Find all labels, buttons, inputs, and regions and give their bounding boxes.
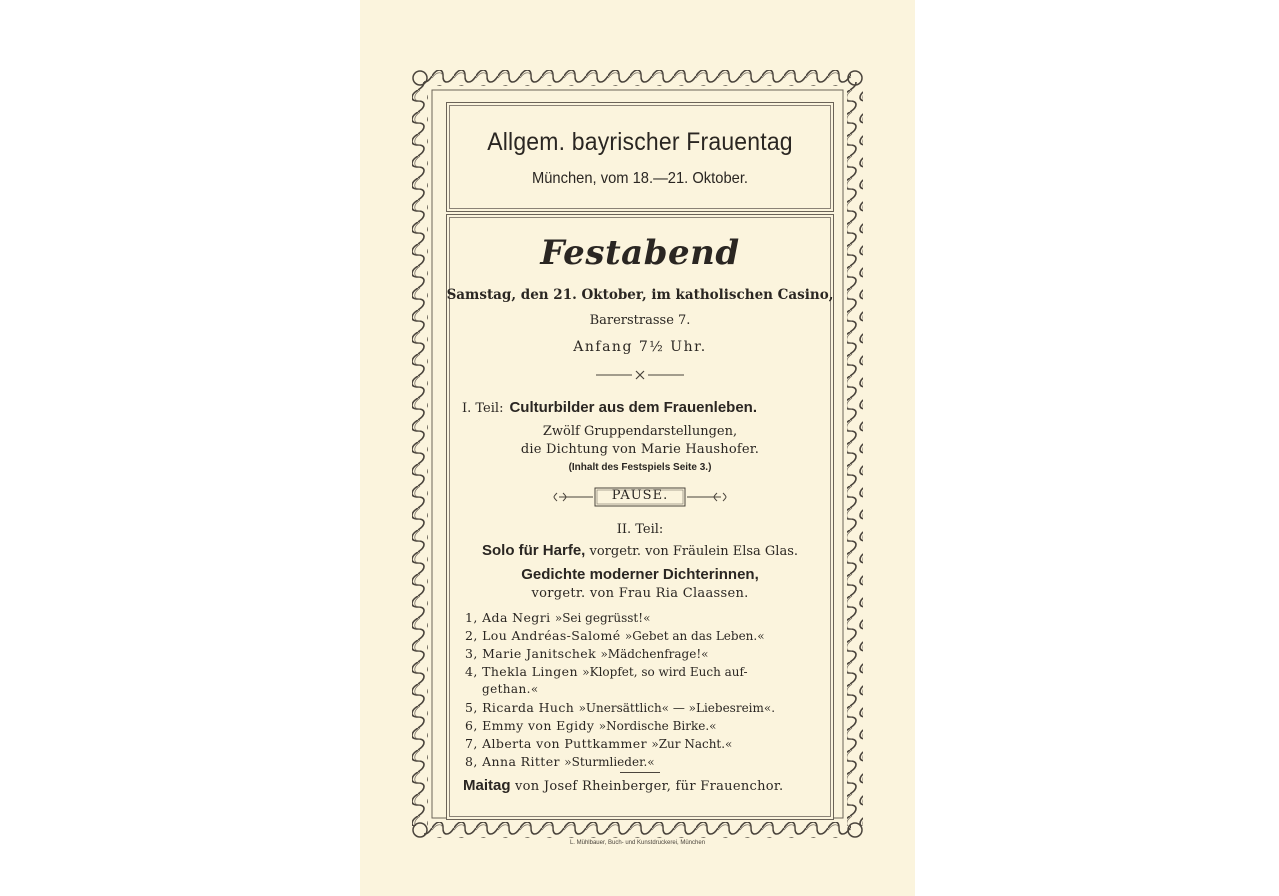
list-item: 7, Alberta von Puttkammer »Zur Nacht.« xyxy=(465,736,733,751)
part2-label: II. Teil: xyxy=(616,522,664,537)
divider-ornament-icon xyxy=(596,370,684,380)
printer-imprint: L. Mühlbauer, Buch- und Kunstdruckerei, München xyxy=(569,840,706,846)
pause-label: PAUSE. xyxy=(611,488,669,503)
page-title: Allgem. bayrischer Frauentag xyxy=(487,128,793,156)
solo-performer: vorgetr. von Fräulein Elsa Glas. xyxy=(589,544,799,559)
list-item-continuation: gethan.« xyxy=(482,682,539,696)
list-item: 6, Emmy von Egidy »Nordische Birke.« xyxy=(465,718,717,733)
poems-performer: vorgetr. von Frau Ria Claassen. xyxy=(531,586,749,601)
part1-line1: Zwölf Gruppendarstellungen, xyxy=(542,424,738,439)
solo-line xyxy=(446,542,834,559)
list-item: 3, Marie Janitschek »Mädchenfrage!« xyxy=(465,646,709,661)
event-title: Festabend xyxy=(540,233,740,273)
divider xyxy=(620,772,660,773)
part1-label: I. Teil: xyxy=(462,401,504,416)
closing-title: Maitag xyxy=(463,777,511,794)
poems-title: Gedichte moderner Dichterinnen, xyxy=(521,566,759,583)
list-item: 8, Anna Ritter »Sturmlieder.« xyxy=(465,754,655,769)
header-panel xyxy=(446,102,834,212)
event-address: Barerstrasse 7. xyxy=(589,313,691,328)
part1-note: (Inhalt des Festspiels Seite 3.) xyxy=(568,462,712,473)
closing-line xyxy=(463,777,783,794)
list-item: 1, Ada Negri »Sei gegrüsst!« xyxy=(465,610,651,625)
solo-title: Solo für Harfe, xyxy=(481,542,586,559)
list-item: 5, Ricarda Huch »Unersättlich« — »Liebesreim«. xyxy=(465,700,776,715)
part1-line2: die Dichtung von Marie Haushofer. xyxy=(520,442,760,457)
list-item: 4, Thekla Lingen »Klopfet, so wird Euch auf- xyxy=(465,664,748,679)
event-date-line: Samstag, den 21. Oktober, im katholischen Casino, xyxy=(446,287,834,303)
page-subtitle: München, vom 18.—21. Oktober. xyxy=(531,170,748,187)
event-start-time: Anfang 7½ Uhr. xyxy=(573,339,707,355)
closing-composer: von Josef Rheinberger, für Frauenchor. xyxy=(514,779,784,794)
part1-title: Culturbilder aus dem Frauenleben. xyxy=(509,399,757,416)
part1-heading xyxy=(462,399,757,416)
list-item: 2, Lou Andréas-Salomé »Gebet an das Leben.« xyxy=(465,628,765,643)
